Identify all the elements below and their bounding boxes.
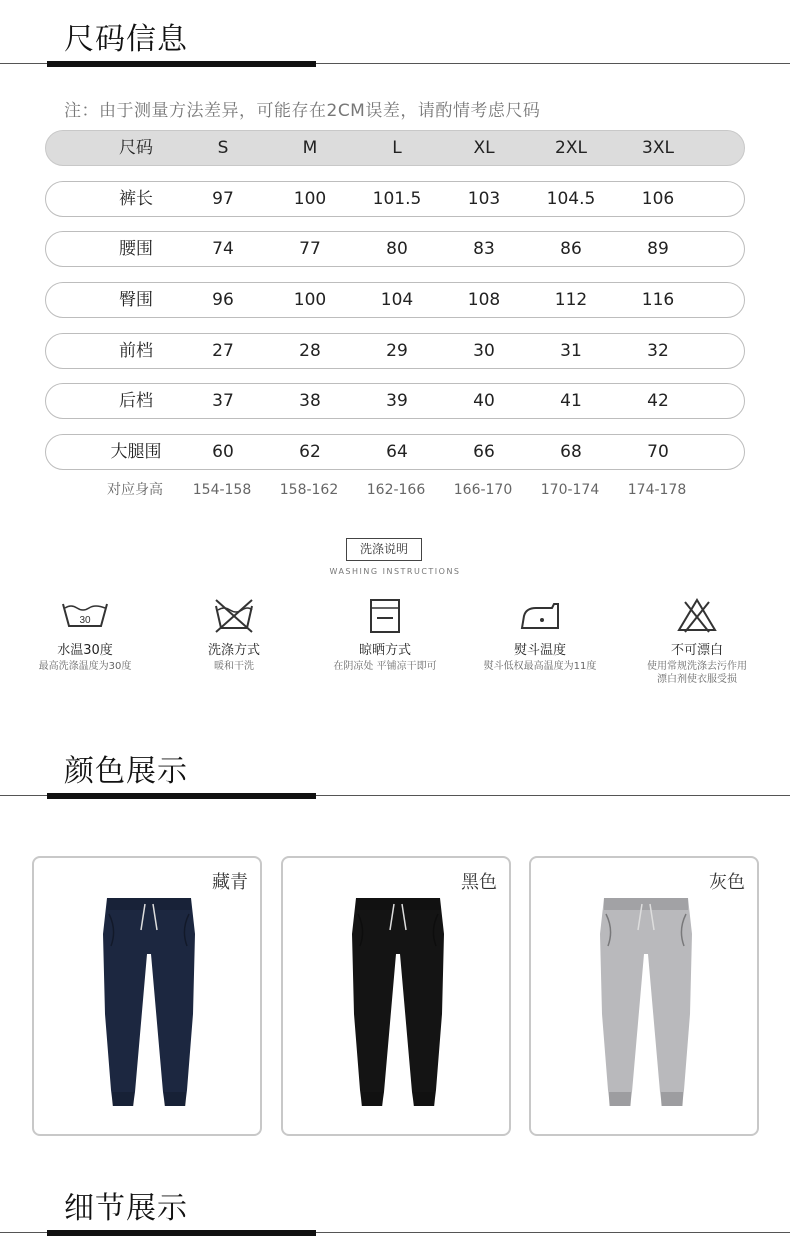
color-show-header: [0, 732, 790, 802]
row-label: 大腿围: [110, 442, 162, 462]
wash-item-ironing: [465, 596, 615, 673]
color-label: 藏青: [212, 872, 248, 893]
size-cell: 89: [647, 239, 669, 259]
height-range-cell: 174-178: [627, 482, 687, 498]
wash-item-bleach: [622, 596, 772, 686]
size-cell: 64: [386, 442, 408, 462]
size-cell: 101.5: [372, 189, 422, 209]
size-header-cell: XL: [473, 138, 495, 158]
row-label: 臀围: [119, 290, 153, 310]
size-cell: 96: [212, 290, 234, 310]
size-row-5: [45, 434, 745, 470]
no-bleach-icon: [671, 596, 723, 636]
row-label: 后档: [119, 391, 153, 411]
size-cell: 80: [386, 239, 408, 259]
size-cell: 62: [299, 442, 321, 462]
wash-desc: 在阴凉处 平铺凉干即可: [333, 661, 437, 672]
size-cell: 77: [299, 239, 321, 259]
size-cell: 42: [647, 391, 669, 411]
size-cell: 108: [467, 290, 501, 310]
size-header-cell: M: [302, 138, 318, 158]
size-header-cell: S: [217, 138, 229, 158]
color-card-gray[interactable]: [529, 856, 759, 1136]
wash-label: 熨斗温度: [513, 643, 566, 658]
section-title: 细节展示: [64, 1191, 188, 1226]
height-range-cell: 170-174: [540, 482, 600, 498]
size-cell: 28: [299, 341, 321, 361]
size-row-0: [45, 181, 745, 217]
size-header-cell: 3XL: [642, 138, 674, 158]
size-header-row: [45, 130, 745, 166]
row-label: 前档: [119, 341, 153, 361]
size-cell: 104.5: [546, 189, 596, 209]
size-cell: 74: [212, 239, 234, 259]
size-header-cell: L: [392, 138, 402, 158]
size-cell: 60: [212, 442, 234, 462]
wash-desc: 漂白剂使衣服受损: [657, 674, 737, 685]
size-cell: 100: [293, 290, 327, 310]
size-row-4: [45, 383, 745, 419]
wash-label: 晾晒方式: [358, 643, 411, 658]
color-label: 黑色: [461, 872, 497, 893]
row-label: 腰围: [119, 239, 153, 259]
size-row-2: [45, 282, 745, 318]
size-cell: 31: [560, 341, 582, 361]
size-cell: 40: [473, 391, 495, 411]
size-cell: 38: [299, 391, 321, 411]
detail-show-header: [0, 1169, 790, 1239]
size-cell: 29: [386, 341, 408, 361]
iron-low-icon: [514, 596, 566, 636]
title-underline: [47, 61, 316, 67]
wash-label: 洗涤方式: [207, 643, 260, 658]
size-cell: 97: [212, 189, 234, 209]
color-card-black[interactable]: [281, 856, 511, 1136]
height-range-cell: 158-162: [279, 482, 339, 498]
pants-image: [586, 894, 706, 1114]
size-row-3: [45, 333, 745, 369]
height-fit-row: [45, 478, 745, 502]
wash-desc: 最高洗涤温度为30度: [38, 661, 132, 672]
title-underline: [47, 1230, 316, 1236]
wash-label: 水温30度: [57, 643, 113, 658]
size-cell: 83: [473, 239, 495, 259]
wash-desc: 熨斗低权最高温度为11度: [483, 661, 597, 672]
size-cell: 104: [380, 290, 414, 310]
size-cell: 106: [641, 189, 675, 209]
wash-item-method: [159, 596, 309, 673]
size-cell: 103: [467, 189, 501, 209]
size-cell: 66: [473, 442, 495, 462]
size-cell: 37: [212, 391, 234, 411]
height-range-cell: 154-158: [192, 482, 252, 498]
size-cell: 70: [647, 442, 669, 462]
size-info-header: [0, 0, 790, 70]
size-cell: 68: [560, 442, 582, 462]
size-cell: 100: [293, 189, 327, 209]
size-cell: 39: [386, 391, 408, 411]
size-cell: 116: [641, 290, 675, 310]
size-row-1: [45, 231, 745, 267]
wash-desc: 使用常规洗涤去污作用: [647, 661, 747, 672]
wash-30-icon: [59, 596, 111, 636]
title-underline: [47, 793, 316, 799]
wash-desc: 暖和干洗: [214, 661, 254, 672]
row-label: 尺码: [119, 138, 153, 158]
washing-subtitle: WASHING INSTRUCTIONS: [329, 567, 461, 576]
section-title: 尺码信息: [64, 22, 188, 57]
height-range-cell: 162-166: [366, 482, 426, 498]
row-label: 对应身高: [107, 482, 163, 498]
color-label: 灰色: [709, 872, 745, 893]
section-title: 颜色展示: [64, 754, 188, 789]
size-cell: 86: [560, 239, 582, 259]
svg-text:30: 30: [79, 615, 91, 626]
size-note: 注：由于测量方法差异，可能存在2CM误差，请酌情考虑尺码: [64, 101, 541, 121]
row-label: 裤长: [119, 189, 153, 209]
size-cell: 112: [554, 290, 588, 310]
size-cell: 27: [212, 341, 234, 361]
wash-item-temperature: [10, 596, 160, 673]
wash-item-drying: [310, 596, 460, 673]
size-cell: 30: [473, 341, 495, 361]
size-cell: 41: [560, 391, 582, 411]
size-header-cell: 2XL: [555, 138, 587, 158]
color-card-navy[interactable]: [32, 856, 262, 1136]
height-range-cell: 166-170: [453, 482, 513, 498]
washing-title: 洗涤说明: [346, 538, 422, 561]
pants-image: [89, 894, 209, 1114]
pants-image: [338, 894, 458, 1114]
wash-label: 不可漂白: [670, 643, 723, 658]
size-cell: 32: [647, 341, 669, 361]
no-wash-icon: [208, 596, 260, 636]
dry-flat-icon: [359, 596, 411, 636]
